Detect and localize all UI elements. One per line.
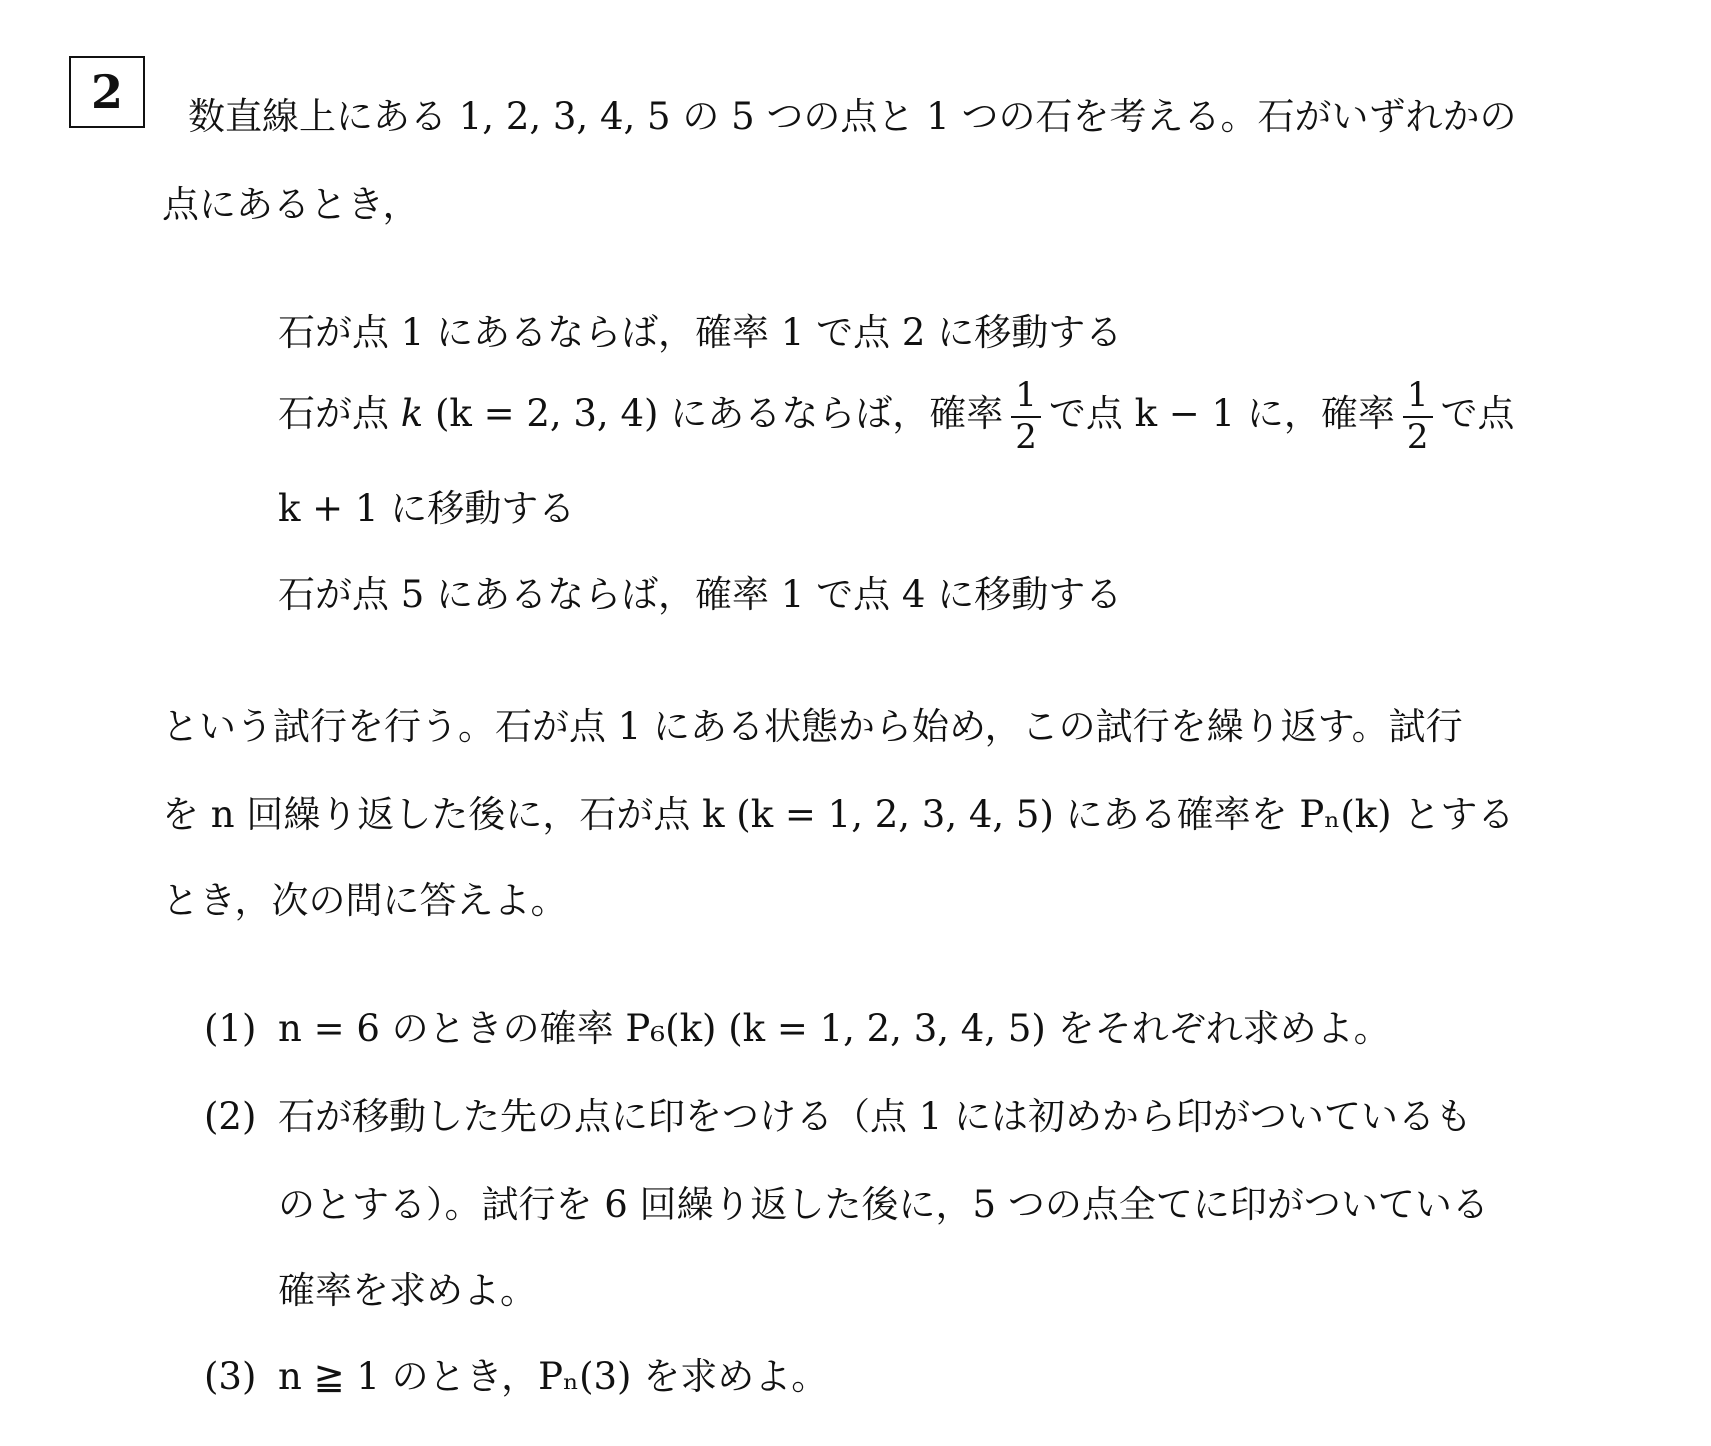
- rule-2-part1: 石が点: [278, 392, 401, 436]
- rule-3: 石が点 5 にあるならば，確率 1 で点 4 に移動する: [278, 573, 1123, 616]
- question-2-line-3: 確率を求めよ。: [278, 1269, 537, 1312]
- intro-line-2: 点にあるとき，: [162, 183, 420, 226]
- fraction-one-half-1: [1011, 375, 1041, 457]
- question-2: [204, 1095, 1473, 1138]
- question-1-label: (1): [204, 1007, 257, 1050]
- rule-2-part2: (k = 2, 3, 4) にあるならば，確率: [423, 392, 1004, 436]
- fraction-one-half-2: [1403, 375, 1433, 457]
- question-3-label: (3): [204, 1355, 257, 1398]
- fraction-2-numerator: 1: [1403, 378, 1433, 418]
- body-line-2: を n 回繰り返した後に，石が点 k (k = 1, 2, 3, 4, 5) にある確率を Pₙ(k) とする: [162, 793, 1515, 836]
- fraction-1-numerator: 1: [1011, 378, 1041, 418]
- question-1: [204, 1007, 1391, 1050]
- rule-2-part3: で点 k − 1 に，確率: [1048, 392, 1395, 436]
- rule-1: 石が点 1 にあるならば，確率 1 で点 2 に移動する: [278, 311, 1123, 354]
- intro-line-1: 数直線上にある 1, 2, 3, 4, 5 の 5 つの点と 1 つの石を考える。石がいずれかの: [188, 95, 1517, 138]
- question-2-line-2: のとする）。試行を 6 回繰り返した後に，5 つの点全てに印がついている: [278, 1183, 1489, 1226]
- rule-2-part4: で点: [1440, 392, 1515, 436]
- question-2-label: (2): [204, 1095, 257, 1138]
- question-2-text: 石が移動した先の点に印をつける（点 1 には初めから印がついているも: [278, 1095, 1473, 1138]
- fraction-2-denominator: 2: [1406, 416, 1429, 457]
- fraction-1-denominator: 2: [1015, 416, 1037, 457]
- rule-2-continuation: k + 1 に移動する: [278, 487, 576, 530]
- body-line-1: という試行を行う。石が点 1 にある状態から始め，この試行を繰り返す。試行: [162, 705, 1463, 748]
- question-3: [204, 1355, 829, 1398]
- question-3-text: n ≧ 1 のとき，Pₙ(3) を求めよ。: [278, 1355, 829, 1398]
- question-1-text: n = 6 のときの確率 P₆(k) (k = 1, 2, 3, 4, 5) をそれぞれ求めよ。: [278, 1007, 1391, 1050]
- rule-2-k: k: [400, 392, 424, 436]
- problem-number-box: 2: [69, 56, 145, 128]
- body-line-3: とき，次の問に答えよ。: [162, 879, 568, 922]
- rule-2: [278, 375, 1515, 457]
